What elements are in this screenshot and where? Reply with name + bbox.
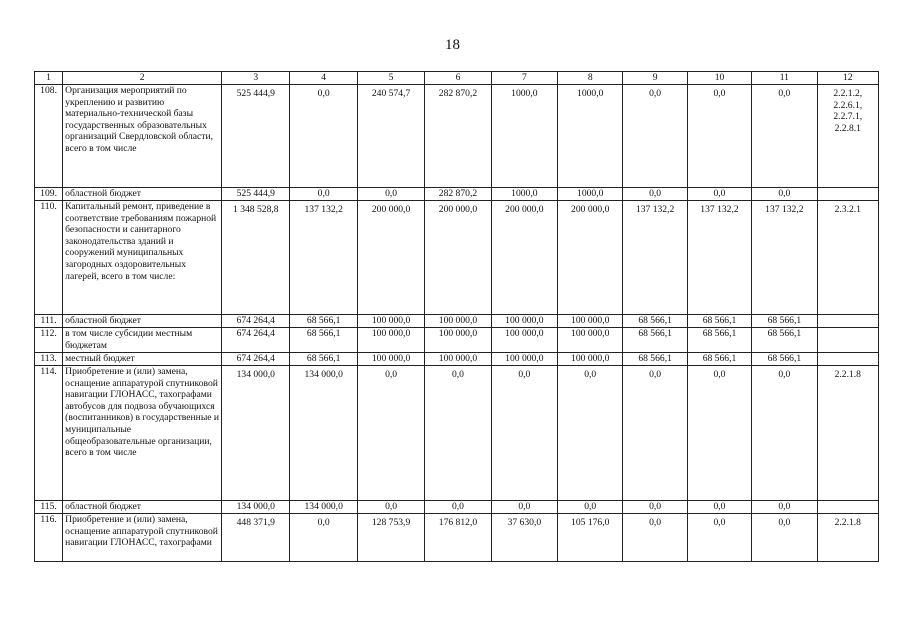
row-number: 110. — [35, 201, 63, 315]
column-header: 3 — [222, 72, 290, 85]
row-value: 37 630,0 — [491, 514, 557, 562]
row-value: 134 000,0 — [222, 501, 290, 514]
row-value: 0,0 — [558, 501, 623, 514]
row-number: 115. — [35, 501, 63, 514]
row-value: 0,0 — [752, 188, 817, 201]
row-name: Приобретение и (или) замена, оснащение аппаратурой спутниковой навигации ГЛОНАСС, тахографами автобусов для подвоза обучающихся (воспитанников) в государственные и муниципальные общеобразовательные организации, всего в том числе — [63, 366, 222, 501]
row-value: 68 566,1 — [752, 328, 817, 353]
row-value: 0,0 — [290, 85, 357, 188]
row-value: 134 000,0 — [290, 501, 357, 514]
column-header: 9 — [623, 72, 687, 85]
column-header: 11 — [752, 72, 817, 85]
row-value: 200 000,0 — [558, 201, 623, 315]
row-name: областной бюджет — [63, 501, 222, 514]
table-row — [35, 201, 879, 315]
row-codes — [817, 328, 878, 353]
row-codes — [817, 353, 878, 366]
column-header: 4 — [290, 72, 357, 85]
table-row — [35, 188, 879, 201]
row-value: 0,0 — [357, 501, 424, 514]
row-value: 0,0 — [623, 85, 687, 188]
row-value: 525 444,9 — [222, 85, 290, 188]
row-name: Организация мероприятий по укреплению и развитию материально-технической базы государственных образовательных организаций Свердловской области, всего в том числе — [63, 85, 222, 188]
row-value: 1 348 528,8 — [222, 201, 290, 315]
row-value: 100 000,0 — [425, 353, 491, 366]
row-value: 0,0 — [687, 366, 751, 501]
row-number: 113. — [35, 353, 63, 366]
table-row — [35, 328, 879, 353]
row-value: 68 566,1 — [290, 328, 357, 353]
row-value: 282 870,2 — [425, 85, 491, 188]
row-name: местный бюджет — [63, 353, 222, 366]
row-value: 525 444,9 — [222, 188, 290, 201]
row-codes: 2.2.1.8 — [817, 514, 878, 562]
row-value: 68 566,1 — [687, 315, 751, 328]
row-value: 200 000,0 — [425, 201, 491, 315]
row-number: 114. — [35, 366, 63, 501]
row-value: 0,0 — [752, 85, 817, 188]
row-name: областной бюджет — [63, 315, 222, 328]
row-value: 0,0 — [687, 501, 751, 514]
column-header-row — [35, 72, 879, 85]
row-value: 200 000,0 — [491, 201, 557, 315]
row-value: 0,0 — [623, 188, 687, 201]
table-row — [35, 366, 879, 501]
row-value: 137 132,2 — [290, 201, 357, 315]
column-header: 6 — [425, 72, 491, 85]
budget-table — [34, 71, 879, 562]
row-value: 100 000,0 — [491, 315, 557, 328]
row-value: 68 566,1 — [290, 353, 357, 366]
row-codes — [817, 315, 878, 328]
row-value: 134 000,0 — [222, 366, 290, 501]
table-row — [35, 85, 879, 188]
row-value: 68 566,1 — [623, 328, 687, 353]
row-value: 137 132,2 — [623, 201, 687, 315]
row-value: 100 000,0 — [558, 353, 623, 366]
column-header: 8 — [558, 72, 623, 85]
row-name: областной бюджет — [63, 188, 222, 201]
row-codes — [817, 501, 878, 514]
table-row — [35, 353, 879, 366]
row-number: 111. — [35, 315, 63, 328]
row-value: 674 264,4 — [222, 315, 290, 328]
row-value: 282 870,2 — [425, 188, 491, 201]
row-value: 200 000,0 — [357, 201, 424, 315]
row-value: 100 000,0 — [491, 328, 557, 353]
row-value: 0,0 — [623, 514, 687, 562]
row-value: 100 000,0 — [357, 315, 424, 328]
table-row — [35, 514, 879, 562]
row-value: 68 566,1 — [687, 353, 751, 366]
row-value: 0,0 — [623, 501, 687, 514]
row-value: 448 371,9 — [222, 514, 290, 562]
row-value: 68 566,1 — [623, 353, 687, 366]
row-value: 100 000,0 — [558, 315, 623, 328]
table-body — [35, 72, 879, 562]
row-value: 674 264,4 — [222, 328, 290, 353]
row-value: 137 132,2 — [752, 201, 817, 315]
column-header: 1 — [35, 72, 63, 85]
row-value: 0,0 — [290, 514, 357, 562]
column-header: 12 — [817, 72, 878, 85]
table-row — [35, 501, 879, 514]
column-header: 2 — [63, 72, 222, 85]
column-header: 10 — [687, 72, 751, 85]
row-value: 0,0 — [558, 366, 623, 501]
row-value: 68 566,1 — [290, 315, 357, 328]
row-value: 0,0 — [491, 501, 557, 514]
row-name: Капитальный ремонт, приведение в соответствие требованиям пожарной безопасности и санитарного законодательства зданий и сооружений муниципальных загородных оздоровительных лагерей, всего в том числе: — [63, 201, 222, 315]
row-value: 100 000,0 — [558, 328, 623, 353]
row-value: 0,0 — [752, 366, 817, 501]
row-number: 108. — [35, 85, 63, 188]
row-value: 240 574,7 — [357, 85, 424, 188]
row-value: 100 000,0 — [357, 353, 424, 366]
row-value: 1000,0 — [491, 85, 557, 188]
row-value: 0,0 — [425, 366, 491, 501]
row-value: 1000,0 — [491, 188, 557, 201]
row-value: 137 132,2 — [687, 201, 751, 315]
row-value: 1000,0 — [558, 188, 623, 201]
row-value: 176 812,0 — [425, 514, 491, 562]
column-header: 5 — [357, 72, 424, 85]
row-codes: 2.2.1.2, 2.2.6.1, 2.2.7.1, 2.2.8.1 — [817, 85, 878, 188]
row-value: 68 566,1 — [623, 315, 687, 328]
row-value: 1000,0 — [558, 85, 623, 188]
row-name: Приобретение и (или) замена, оснащение аппаратурой спутниковой навигации ГЛОНАСС, тахографами — [63, 514, 222, 562]
row-number: 109. — [35, 188, 63, 201]
row-value: 0,0 — [290, 188, 357, 201]
row-codes: 2.2.1.8 — [817, 366, 878, 501]
row-value: 68 566,1 — [752, 315, 817, 328]
row-value: 68 566,1 — [752, 353, 817, 366]
row-value: 0,0 — [425, 501, 491, 514]
table-row — [35, 315, 879, 328]
row-value: 0,0 — [687, 85, 751, 188]
column-header: 7 — [491, 72, 557, 85]
row-value: 0,0 — [623, 366, 687, 501]
row-value: 105 176,0 — [558, 514, 623, 562]
row-value: 100 000,0 — [357, 328, 424, 353]
row-value: 0,0 — [357, 366, 424, 501]
row-value: 128 753,9 — [357, 514, 424, 562]
page-number: 18 — [445, 37, 460, 53]
row-value: 0,0 — [752, 514, 817, 562]
row-value: 674 264,4 — [222, 353, 290, 366]
row-value: 100 000,0 — [425, 328, 491, 353]
row-value: 0,0 — [687, 188, 751, 201]
row-codes — [817, 188, 878, 201]
row-value: 100 000,0 — [425, 315, 491, 328]
row-value: 0,0 — [491, 366, 557, 501]
row-number: 112. — [35, 328, 63, 353]
row-value: 134 000,0 — [290, 366, 357, 501]
row-codes: 2.3.2.1 — [817, 201, 878, 315]
row-value: 100 000,0 — [491, 353, 557, 366]
row-value: 0,0 — [687, 514, 751, 562]
row-name: в том числе субсидии местным бюджетам — [63, 328, 222, 353]
row-number: 116. — [35, 514, 63, 562]
row-value: 68 566,1 — [687, 328, 751, 353]
row-value: 0,0 — [357, 188, 424, 201]
row-value: 0,0 — [752, 501, 817, 514]
